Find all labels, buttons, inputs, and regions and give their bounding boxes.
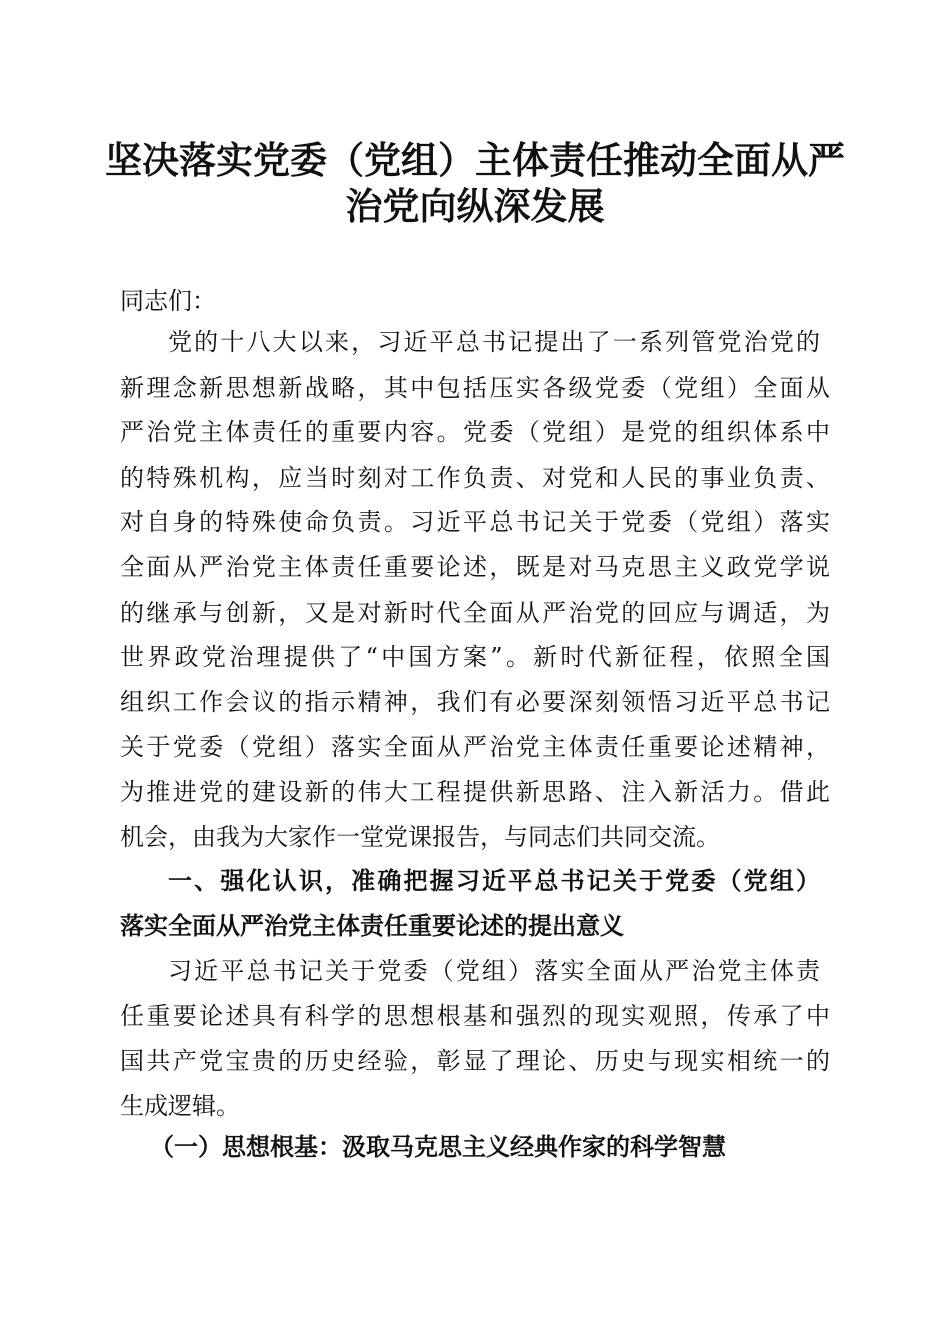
paragraph-line: 的特殊机构，应当时刻对工作负责、对党和人民的事业负责、: [120, 464, 830, 492]
paragraph-line: 党的十八大以来，习近平总书记提出了一系列管党治党的: [168, 328, 820, 356]
paragraph-line: 国共产党宝贵的历史经验，彰显了理论、历史与现实相统一的: [120, 1047, 830, 1075]
paragraph-line: 的继承与创新，又是对新时代全面从严治党的回应与调适，为: [120, 599, 830, 627]
paragraph-line: 世界政党治理提供了“中国方案”。新时代新征程，依照全国: [120, 643, 830, 671]
paragraph-line: 关于党委（党组）落实全面从严治党主体责任重要论述精神，: [120, 733, 830, 761]
document-title-line-2: 治党向纵深发展: [345, 184, 605, 228]
paragraph-line: 新理念新思想新战略，其中包括压实各级党委（党组）全面从: [120, 374, 830, 402]
paragraph-line: 为推进党的建设新的伟大工程提供新思路、注入新活力。借此: [120, 778, 830, 806]
document-title-line-1: 坚决落实党委（党组）主体责任推动全面从严: [105, 138, 845, 182]
paragraph-line: 习近平总书记关于党委（党组）落实全面从严治党主体责: [168, 957, 820, 985]
paragraph-line: 组织工作会议的指示精神，我们有必要深刻领悟习近平总书记: [120, 688, 830, 716]
heading-line: 落实全面从严治党主体责任重要论述的提出意义: [120, 912, 624, 940]
heading-line: 一、强化认识，准确把握习近平总书记关于党委（党组）: [168, 867, 820, 895]
paragraph-line: 机会，由我为大家作一堂党课报告，与同志们共同交流。: [120, 823, 720, 851]
paragraph-line: 全面从严治党主体责任重要论述，既是对马克思主义政党学说: [120, 553, 830, 581]
paragraph-line: 生成逻辑。: [120, 1092, 240, 1120]
paragraph-line: 任重要论述具有科学的思想根基和强烈的现实观照，传承了中: [120, 1002, 830, 1030]
subheading-1: （一）思想根基：汲取马克思主义经典作家的科学智慧: [150, 1132, 726, 1161]
paragraph-line: 对自身的特殊使命负责。习近平总书记关于党委（党组）落实: [120, 508, 830, 536]
paragraph-line: 严治党主体责任的重要内容。党委（党组）是党的组织体系中: [120, 418, 830, 446]
salutation: 同志们：: [120, 287, 216, 315]
